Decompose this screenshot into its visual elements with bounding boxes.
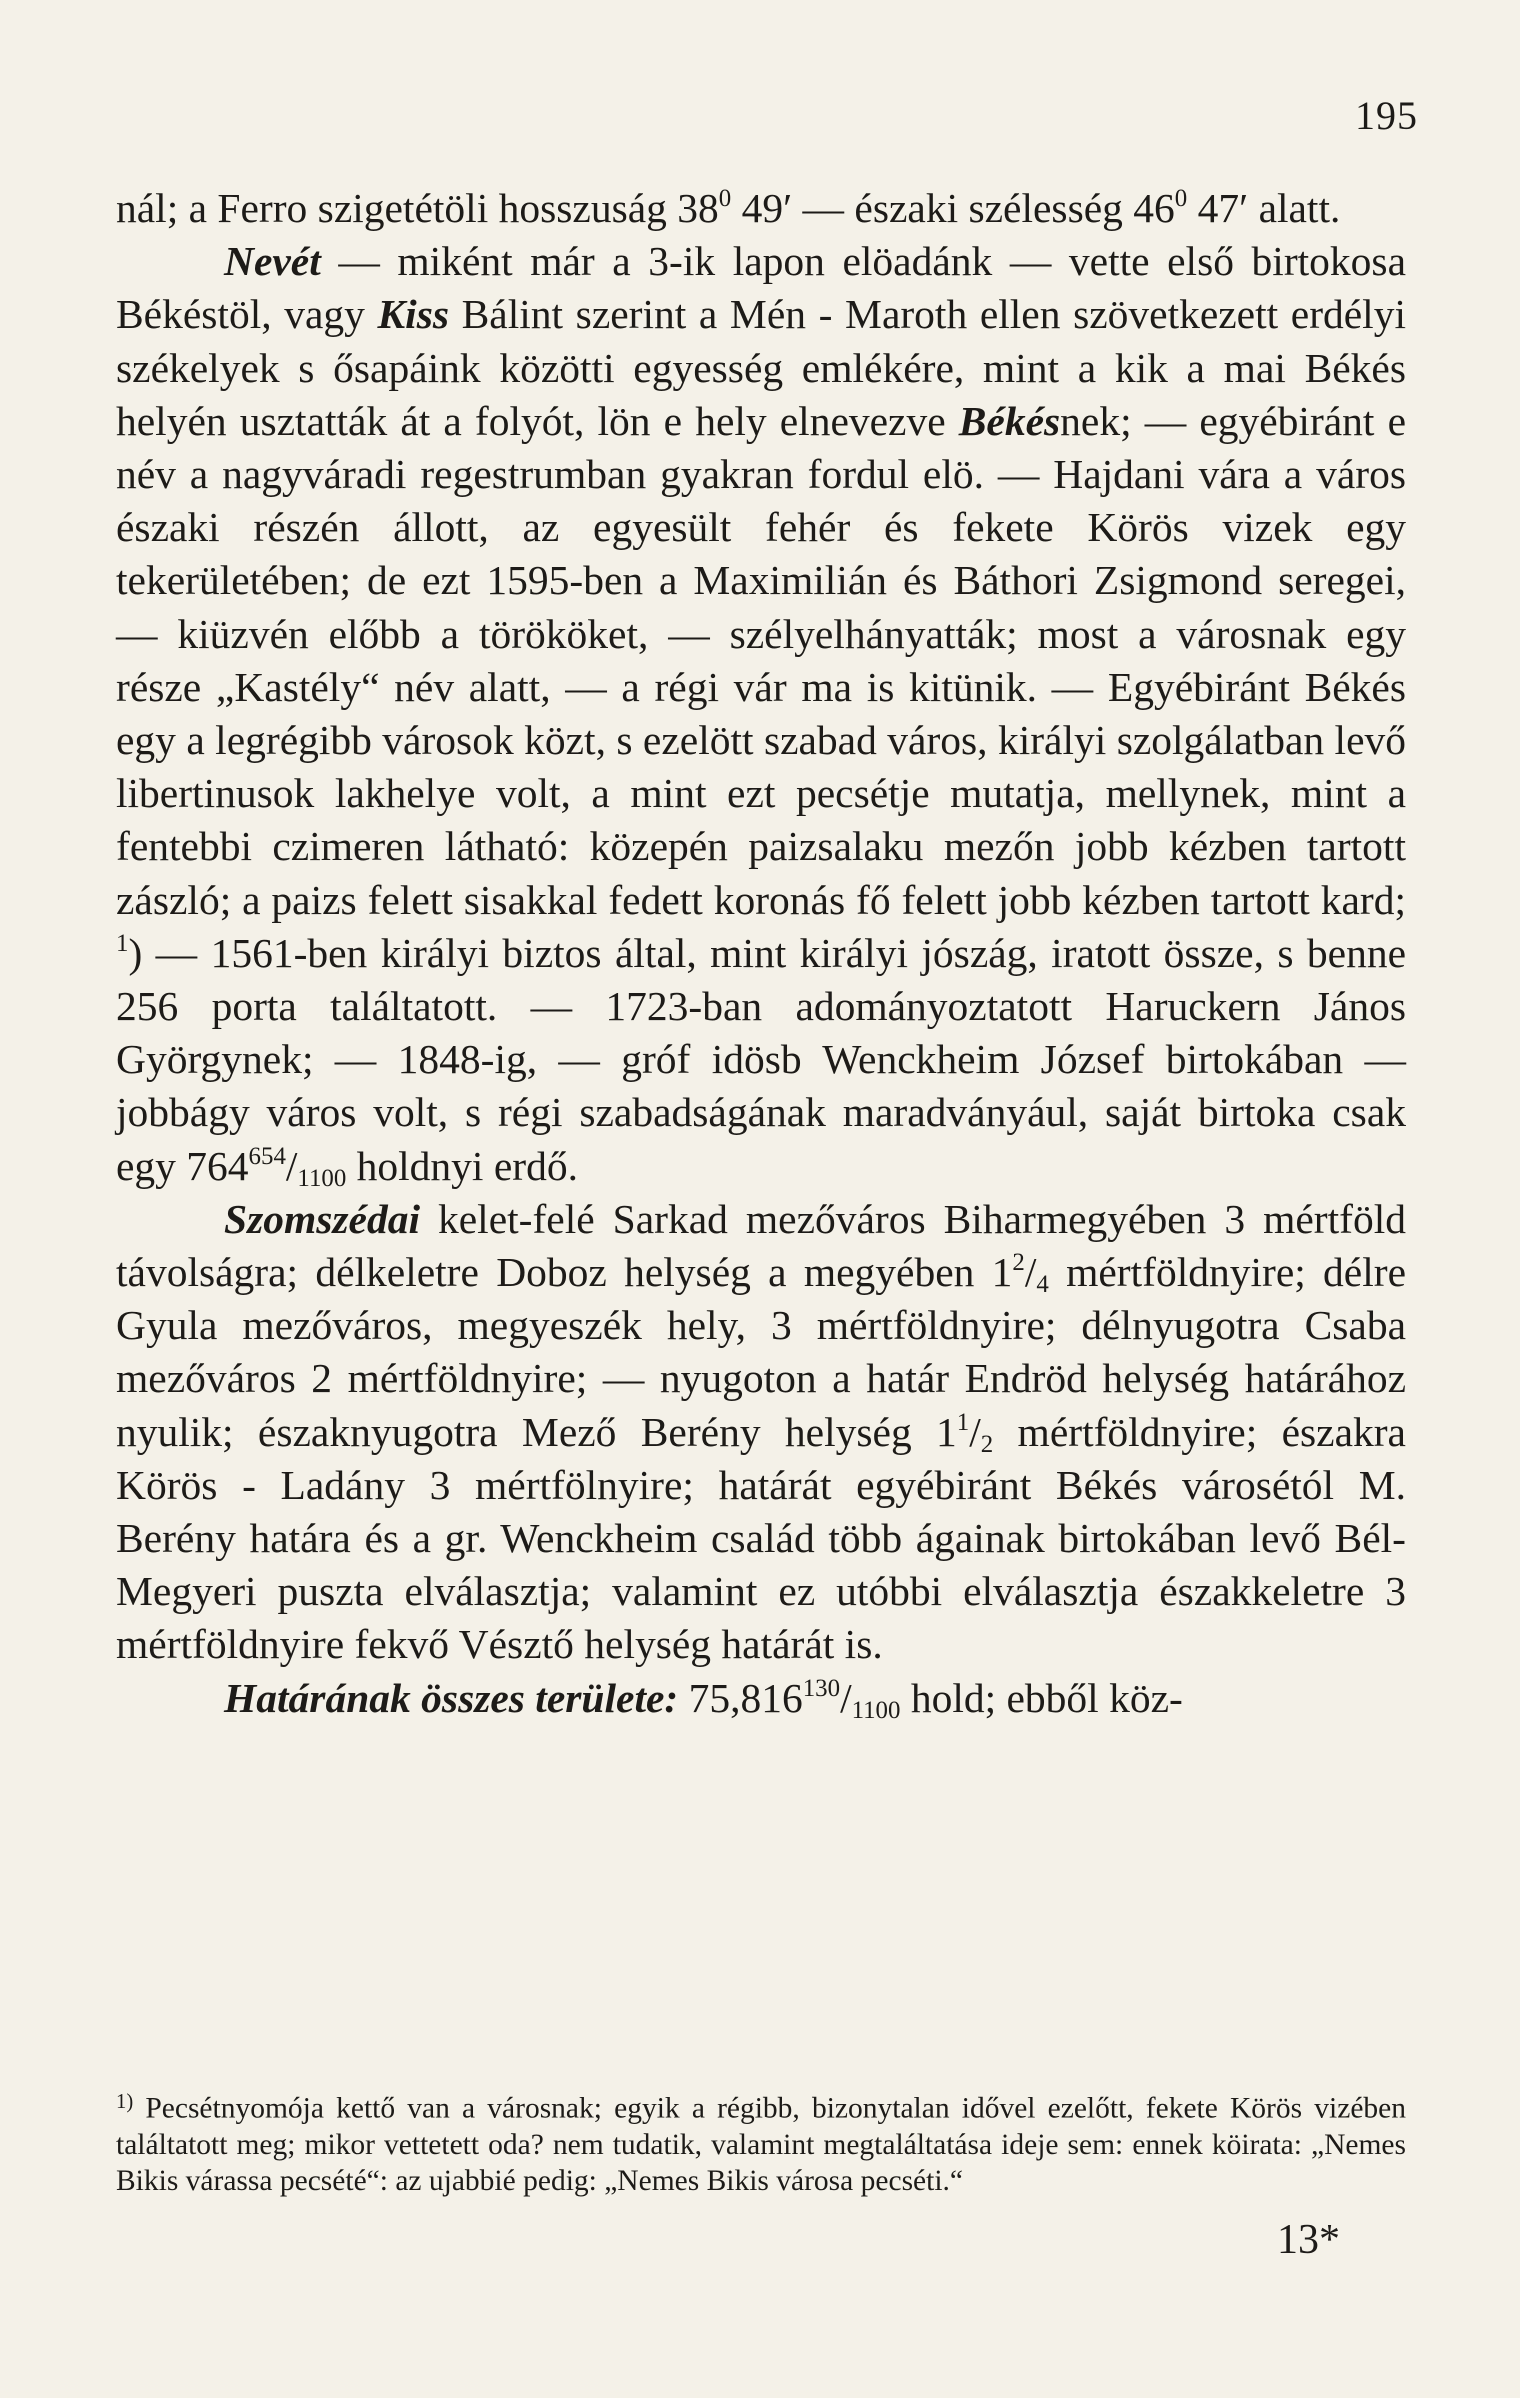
- page-number: 195: [1355, 93, 1418, 138]
- paragraph: [116, 1193, 1406, 1672]
- text-run: holdnyi erdő.: [346, 1142, 578, 1189]
- superscript: 2: [1012, 1248, 1025, 1276]
- emphasized-term: Határának összes területe:: [224, 1674, 679, 1721]
- emphasized-term: Békés: [958, 397, 1061, 444]
- subscript: 2: [980, 1430, 994, 1458]
- text-run: /: [969, 1408, 981, 1455]
- superscript: 0: [718, 184, 732, 212]
- subscript: 1100: [297, 1164, 347, 1192]
- superscript: 130: [802, 1674, 841, 1702]
- text-run: mértföldnyire; délre Gyula mezőváros, megyeszék hely, 3 mértföldnyire; délnyugotra Csaba mezőváros 2 mértföldnyire; — nyugoton a határ Endröd helység határához nyulik; északnyugotra Mező Berény helység 1: [116, 1249, 1407, 1455]
- paragraph: [116, 182, 1406, 235]
- emphasized-term: Kiss: [377, 291, 450, 338]
- text-run: — miként már a 3-ik lapon elöadánk — vette első birtokosa Békéstöl, vagy: [116, 238, 1406, 338]
- text-run: /: [1024, 1249, 1037, 1296]
- text-run: mértföldnyire; északra Körös - Ladány 3 mértfölnyire; határát egyébiránt Békés városétól M. Berény határa és a gr. Wenckheim család több ágainak birtokában levő Bél-Megyeri puszta elválasztja; valamint ez utóbbi elválasztja északkeletre 3 mértföldnyire fekvő Vésztő helység határát is.: [116, 1408, 1406, 1668]
- text-run: Bálint szerint a Mén - Maroth ellen szövetkezett erdélyi székelyek s ősapáink közötti egyesség emlékére, mint a kik a mai Békés helyén usztatták át a folyót, lön e hely elnevezve: [116, 291, 1406, 444]
- emphasized-term: Szomszédai: [224, 1195, 421, 1242]
- text-run: 47′ alatt.: [1187, 185, 1341, 231]
- text-run: ) — 1561-ben királyi biztos által, mint királyi jószág, iratott össze, s benne 256 porta találtatott. — 1723-ban adományoztatott Haruckern János Györgynek; — 1848-ig, — gróf idösb Wenckheim József birtokában — jobbágy város volt, s régi szabadságának maradványául, saját birtoka csak egy 764: [116, 929, 1406, 1189]
- paragraph: [116, 1672, 1406, 1725]
- text-run: kelet-felé Sarkad mezőváros Biharmegyében 3 mértföld távolságra; délkeletre Doboz helység a megyében 1: [116, 1195, 1406, 1296]
- subscript: 4: [1036, 1271, 1049, 1299]
- paragraph: [116, 235, 1406, 1193]
- superscript: 1: [956, 1408, 970, 1436]
- text-run: nek; — egyébiránt e név a nagyváradi regestrumban gyakran fordul elö. — Hajdani vára a város északi részén állott, az egyesült fehér és fekete Körös vizek egy tekerületében; de ezt 1595-ben a Maximilián és Báthori Zsigmond seregei, — kiüzvén előbb a törököket, — szélyelhányatták; most a városnak egy része „Kastély“ név alatt, — a régi vár ma is kitünik. — Egyébiránt Békés egy a legrégibb városok közt, s ezelött szabad város, királyi szolgálatban levő libertinusok lakhelye volt, a mint ezt pecsétje mutatja, mellynek, mint a fentebbi czimeren látható: közepén paizsalaku mezőn jobb kézben tartott zászló; a paizs felett sisakkal fedett koronás fő felett jobb kézben tartott kard;: [116, 397, 1406, 923]
- subscript: 1100: [851, 1696, 901, 1724]
- superscript: 0: [1174, 184, 1188, 212]
- text-run: 49′ — északi szélesség 46: [731, 185, 1175, 231]
- footnote-text: Pecsétnyomója kettő van a városnak; egyik a régibb, bizonytalan idővel ezelőtt, fekete Körös vizében találtatott meg; mikor vettetett oda? nem tudatik, valamint megtaláltatása ideje sem: ennek köirata: „Nemes Bikis várassa pecsété“: az ujabbié pedig: „Nemes Bikis városa pecséti.“: [116, 2092, 1406, 2198]
- text-run: nál; a Ferro szigetétöli hosszuság 38: [116, 185, 719, 231]
- text-run: /: [840, 1674, 852, 1721]
- emphasized-term: Nevét: [224, 238, 321, 285]
- body-text: [116, 182, 1406, 1725]
- text-run: hold; ebből köz-: [900, 1674, 1183, 1721]
- signature-mark: 13*: [1277, 2217, 1340, 2263]
- footnote-mark: 1): [116, 2091, 134, 2113]
- footnote: [116, 2084, 1406, 2200]
- text-run: /: [285, 1142, 298, 1189]
- text-run: 75,816: [678, 1674, 803, 1721]
- superscript: 1: [116, 929, 129, 957]
- superscript: 654: [248, 1142, 286, 1170]
